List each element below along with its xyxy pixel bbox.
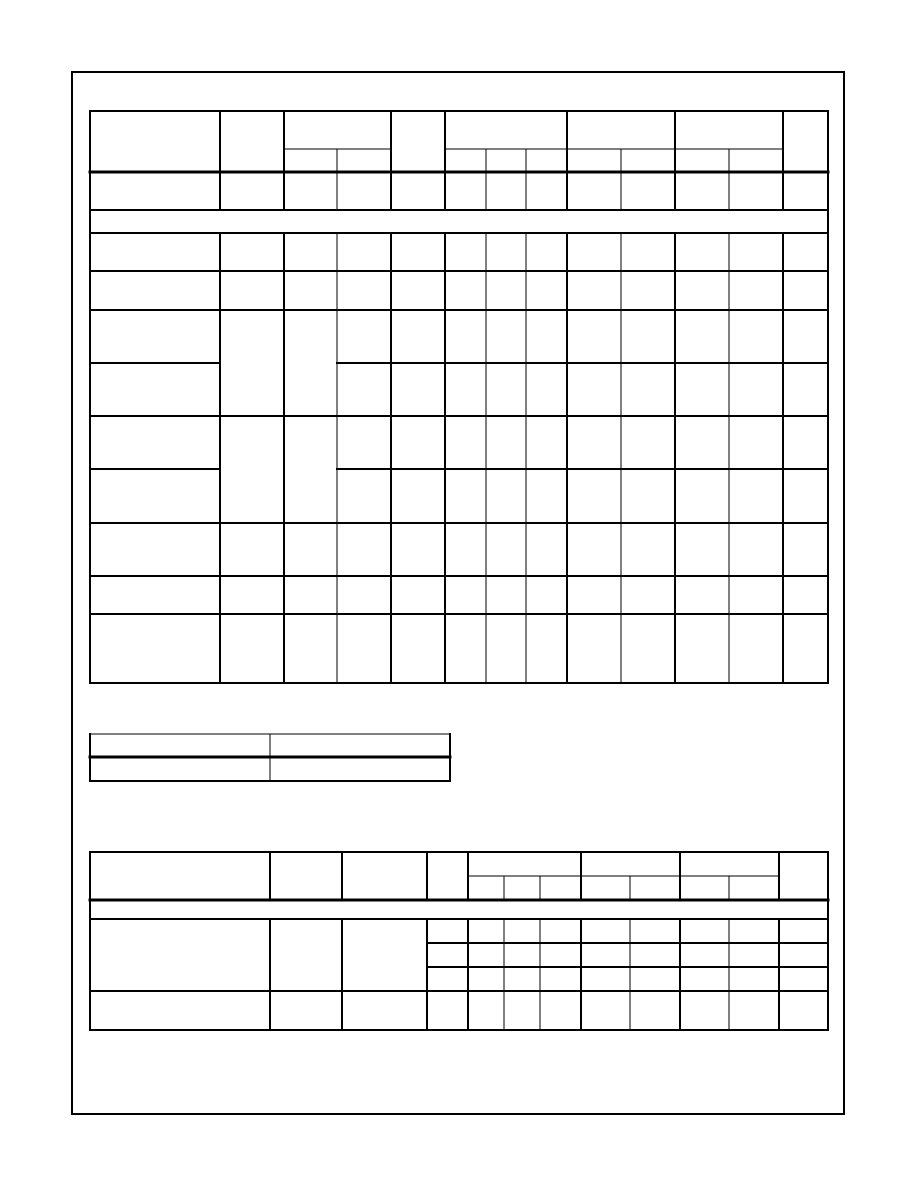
table-3	[90, 852, 828, 1030]
table-2	[90, 734, 450, 781]
table-1	[90, 111, 828, 683]
